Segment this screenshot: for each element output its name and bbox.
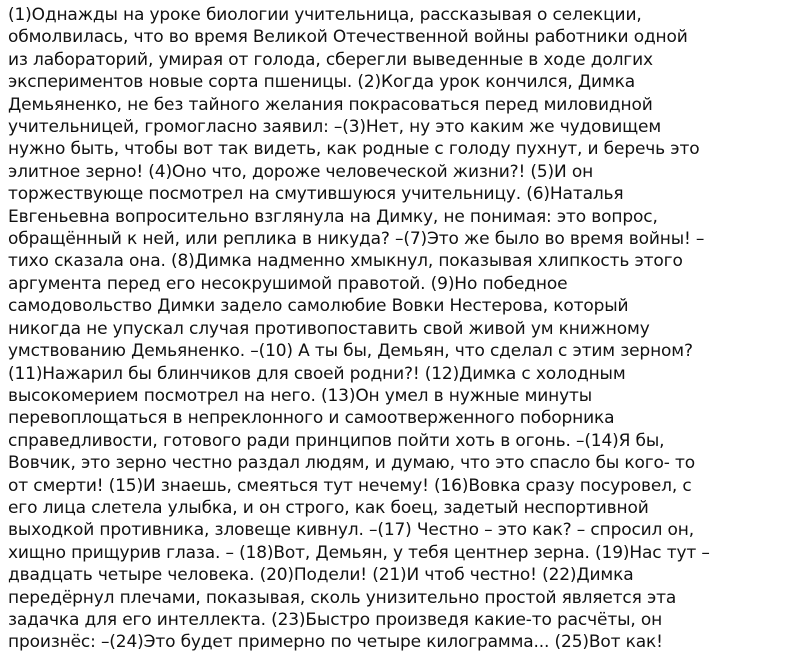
text-line: самодовольство Димки задело самолюбие Вовки Нестерова, который (8, 296, 629, 317)
text-line: от смерти! (15)И знаешь, смеяться тут нечему! (16)Вовка сразу посуровел, с (8, 475, 692, 496)
text-line: (1)Однажды на уроке биологии учительница, рассказывая о селекции, (8, 5, 642, 25)
text-line: учительницей, громогласно заявил: –(3)Нет, ну это каким же чудовищем (8, 117, 662, 138)
text-line: двадцать четыре человека. (20)Подели! (21)И чтоб честно! (22)Димка (8, 565, 634, 586)
text-line: экспериментов новые сорта пшеницы. (2)Когда урок кончился, Димка (8, 72, 636, 93)
text-line: умствованию Демьяненко. –(10) А ты бы, Демьян, что сделал с этим зерном? (8, 341, 693, 362)
story-text (8, 4, 796, 654)
text-line: Демьяненко, не без тайного желания покрасоваться перед миловидной (8, 94, 653, 115)
text-line: обмолвилась, что во время Великой Отечественной войны работники одной (8, 27, 688, 48)
text-line: нужно быть, чтобы вот так видеть, как родные с голоду пухнут, и беречь это (8, 139, 700, 160)
text-line: выходкой противника, зловеще кивнул. –(17) Честно – это как? – спросил он, (8, 520, 695, 541)
text-line: задачка для его интеллекта. (23)Быстро произведя какие-то расчёты, он (8, 609, 663, 630)
text-line: хищно прищурив глаза. – (18)Вот, Демьян, у тебя центнер зерна. (19)Нас тут – (8, 542, 710, 563)
text-line: торжествующе посмотрел на смутившуюся учительницу. (6)Наталья (8, 184, 624, 205)
text-line: элитное зерно! (4)Оно что, дороже человеческой жизни?! (5)И он (8, 161, 594, 182)
text-line: из лабораторий, умирая от голода, сберегли выведенные в ходе долгих (8, 49, 653, 70)
text-line: справедливости, готового ради принципов пойти хоть в огонь. –(14)Я бы, (8, 430, 665, 451)
text-line: высокомерием посмотрел на него. (13)Он умел в нужные минуты (8, 385, 593, 406)
text-line: передёрнул плечами, показывая, сколь унизительно простой является эта (8, 587, 677, 608)
text-line: Вовчик, это зерно честно раздал людям, и думаю, что это спасло бы кого- то (8, 453, 696, 474)
text-line: обращённый к ней, или реплика в никуда? –(7)Это же было во время войны! – (8, 229, 705, 250)
text-line: (11)Нажарил бы блинчиков для своей родни?! (12)Димка с холодным (8, 363, 626, 384)
text-line: произнёс: –(24)Это будет примерно по четыре килограмма... (25)Вот как! (8, 632, 663, 653)
text-line: его лица слетела улыбка, и он строго, как боец, задетый неспортивной (8, 497, 649, 518)
text-line: перевоплощаться в непреклонного и самоотверженного поборника (8, 408, 615, 429)
text-line: никогда не упускал случая противопоставить свой живой ум книжному (8, 318, 650, 339)
text-line: Евгеньевна вопросительно взглянула на Димку, не понимая: это вопрос, (8, 206, 658, 227)
text-line: аргумента перед его несокрушимой правотой. (9)Но победное (8, 273, 568, 294)
text-line: тихо сказала она. (8)Димка надменно хмыкнул, показывая хлипкость этого (8, 251, 683, 272)
